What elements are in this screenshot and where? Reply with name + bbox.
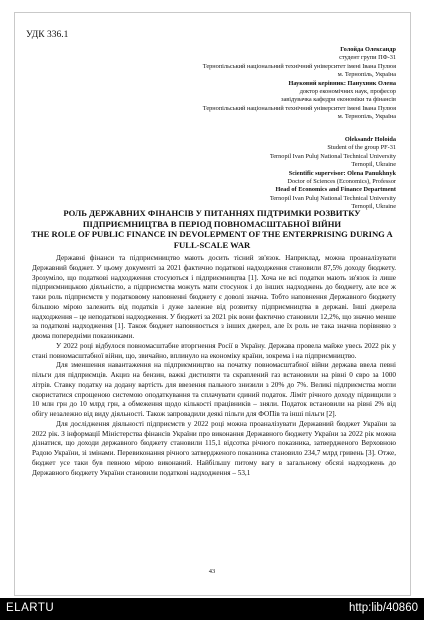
footer-link[interactable]: http:lib/40860 (348, 602, 418, 614)
author-block-en (60, 136, 396, 212)
author-line: Student of the group PF-31 (327, 144, 396, 152)
paragraph: У 2022 році відбулося повномасштабне вторгнення Росії в Україну. Держава провела майже увесь 2022 рік у стані повномасштабної війни, що, звичайно, вплинуло на економіку країни, зокрема і на підприємництво. (32, 341, 396, 360)
paragraph: Для зменшення навантаження на підприємництво на початку повномасштабної війни держава ввела певні пільги для підприємців. Акциз на бензин, важкі дистиляти та скраплений газ встановили на рівні 0 євро за 1000 літрів. Ставку податку на додану вартість для ввезення пального знизили з 20% до 7%. Великі підприємства могли скористатися спрощеною системою оподаткування та сплачувати єдиний податок. Ліміт річного доходу підвищили з 10 млн грн до 10 млрд грн, а обмеження щодо кількості працівників – зняли. Податок встановили на рівні 2% від обігу незалежно від виду діяльності. Також запровадили деякі пільги для ФОПів та інші пільги [2]. (32, 361, 396, 418)
author-block-ua (60, 46, 396, 122)
author-name: Oleksandr Holoida (344, 136, 396, 143)
author-line: Head of Economics and Finance Department (275, 186, 396, 194)
supervisor-name: Scientific supervisor: Olena Panukhnyk (288, 169, 396, 177)
supervisor-name: Науковий керівник: Панухник Олена (288, 79, 396, 87)
body-text (32, 254, 396, 478)
author-line: Тернопільський національний технічний університет імені Івана Пулюя (202, 62, 396, 70)
author-line: Doctor of Sciences (Economics), Professor (287, 178, 396, 186)
author-line: завідувачка кафедри економіки та фінансів (280, 96, 396, 104)
title-en: THE ROLE OF PUBLIC FINANCE IN DEVOLEPMENT OF THE ENTERPRISING DURING A FULL-SCALE WAR (31, 229, 393, 250)
author-line: Тернопільський національний технічний університет імені Івана Пулюя (202, 104, 396, 112)
author-line: доктор економічних наук, професор (299, 88, 396, 96)
author-line: Ternopil, Ukraine (351, 203, 396, 211)
author-line: м. Тернопіль, Україна (337, 113, 396, 121)
author-line: студент групи ПФ-31 (339, 54, 396, 62)
footer-repository-label: ELARTU (6, 602, 55, 614)
paragraph: Для дослідження діяльності підприємств у 2022 році можна проаналізувати Державний бюджет України за 2022 рік. З інформації Міністерства фінансів України про виконання Державного бюджету України за 2022 рік можна дізнатися, що доходи державного бюджету становили 115,1 відсотка річного показника, затвердженого Верховною Радою України, зі змінами. Перевиконання річного затвердженого показника становило 234,7 млрд гривень [3]. Отже, бюджет усе таки був певною мірою виконаний. Найбільшу питому вагу в загальному обсязі надходжень до Державного бюджету України становили податкові надходження – 53,1 (32, 419, 396, 477)
author-line: Ternopil Ivan Puluj National Technical University (269, 194, 396, 202)
author-line: Ternopil, Ukraine (351, 161, 396, 169)
author-line: Ternopil Ivan Puluj National Technical University (269, 152, 396, 160)
author-name: Голойда Олександр (340, 46, 396, 53)
footer-bar (0, 598, 424, 620)
title-ua: РОЛЬ ДЕРЖАВНИХ ФІНАНСІВ У ПИТАННЯХ ПІДТРИМКИ РОЗВИТКУ ПІДПРИЄМНИЦТВА В ПЕРІОД ПОВНОМАСШТАБНОЇ ВІЙНИ (63, 208, 361, 229)
page-number: 43 (208, 568, 216, 575)
udk-code: УДК 336.1 (26, 30, 69, 40)
paper-title (20, 208, 404, 250)
author-line: м. Тернопіль, Україна (337, 71, 396, 79)
paragraph: Державні фінанси та підприємництво мають досить тісний зв'язок. Наприклад, можна проаналізувати Державний бюджет. У цьому документі за 2021 фактично податкові надходження становили 87,5% доходу бюджету. Зрозуміло, що податкові надходження стосуються і підприємництва [1]. Хоча не всі податки мають зв'язок із лише підприємницькою діяльністю, а підприємства можуть мати стосунок і до інших надходжень до бюджету, але все ж таки роль підприємств у податковому наповненні бюджету є доволі значна. Тобто наповнення Державного бюджету більшою мірою залежить від податків і дуже залежне від розвитку підприємництва в державі. Інші джерела надходження – це неподаткові надходження. У бюджеті за 2021 рік вони фактично становили 12,2%, що значно менше за податкові надходження [1]. Також бюджет наповнюється з інших джерел, але їх роль не така значна порівняно з двома попередніми показниками. (32, 254, 396, 340)
